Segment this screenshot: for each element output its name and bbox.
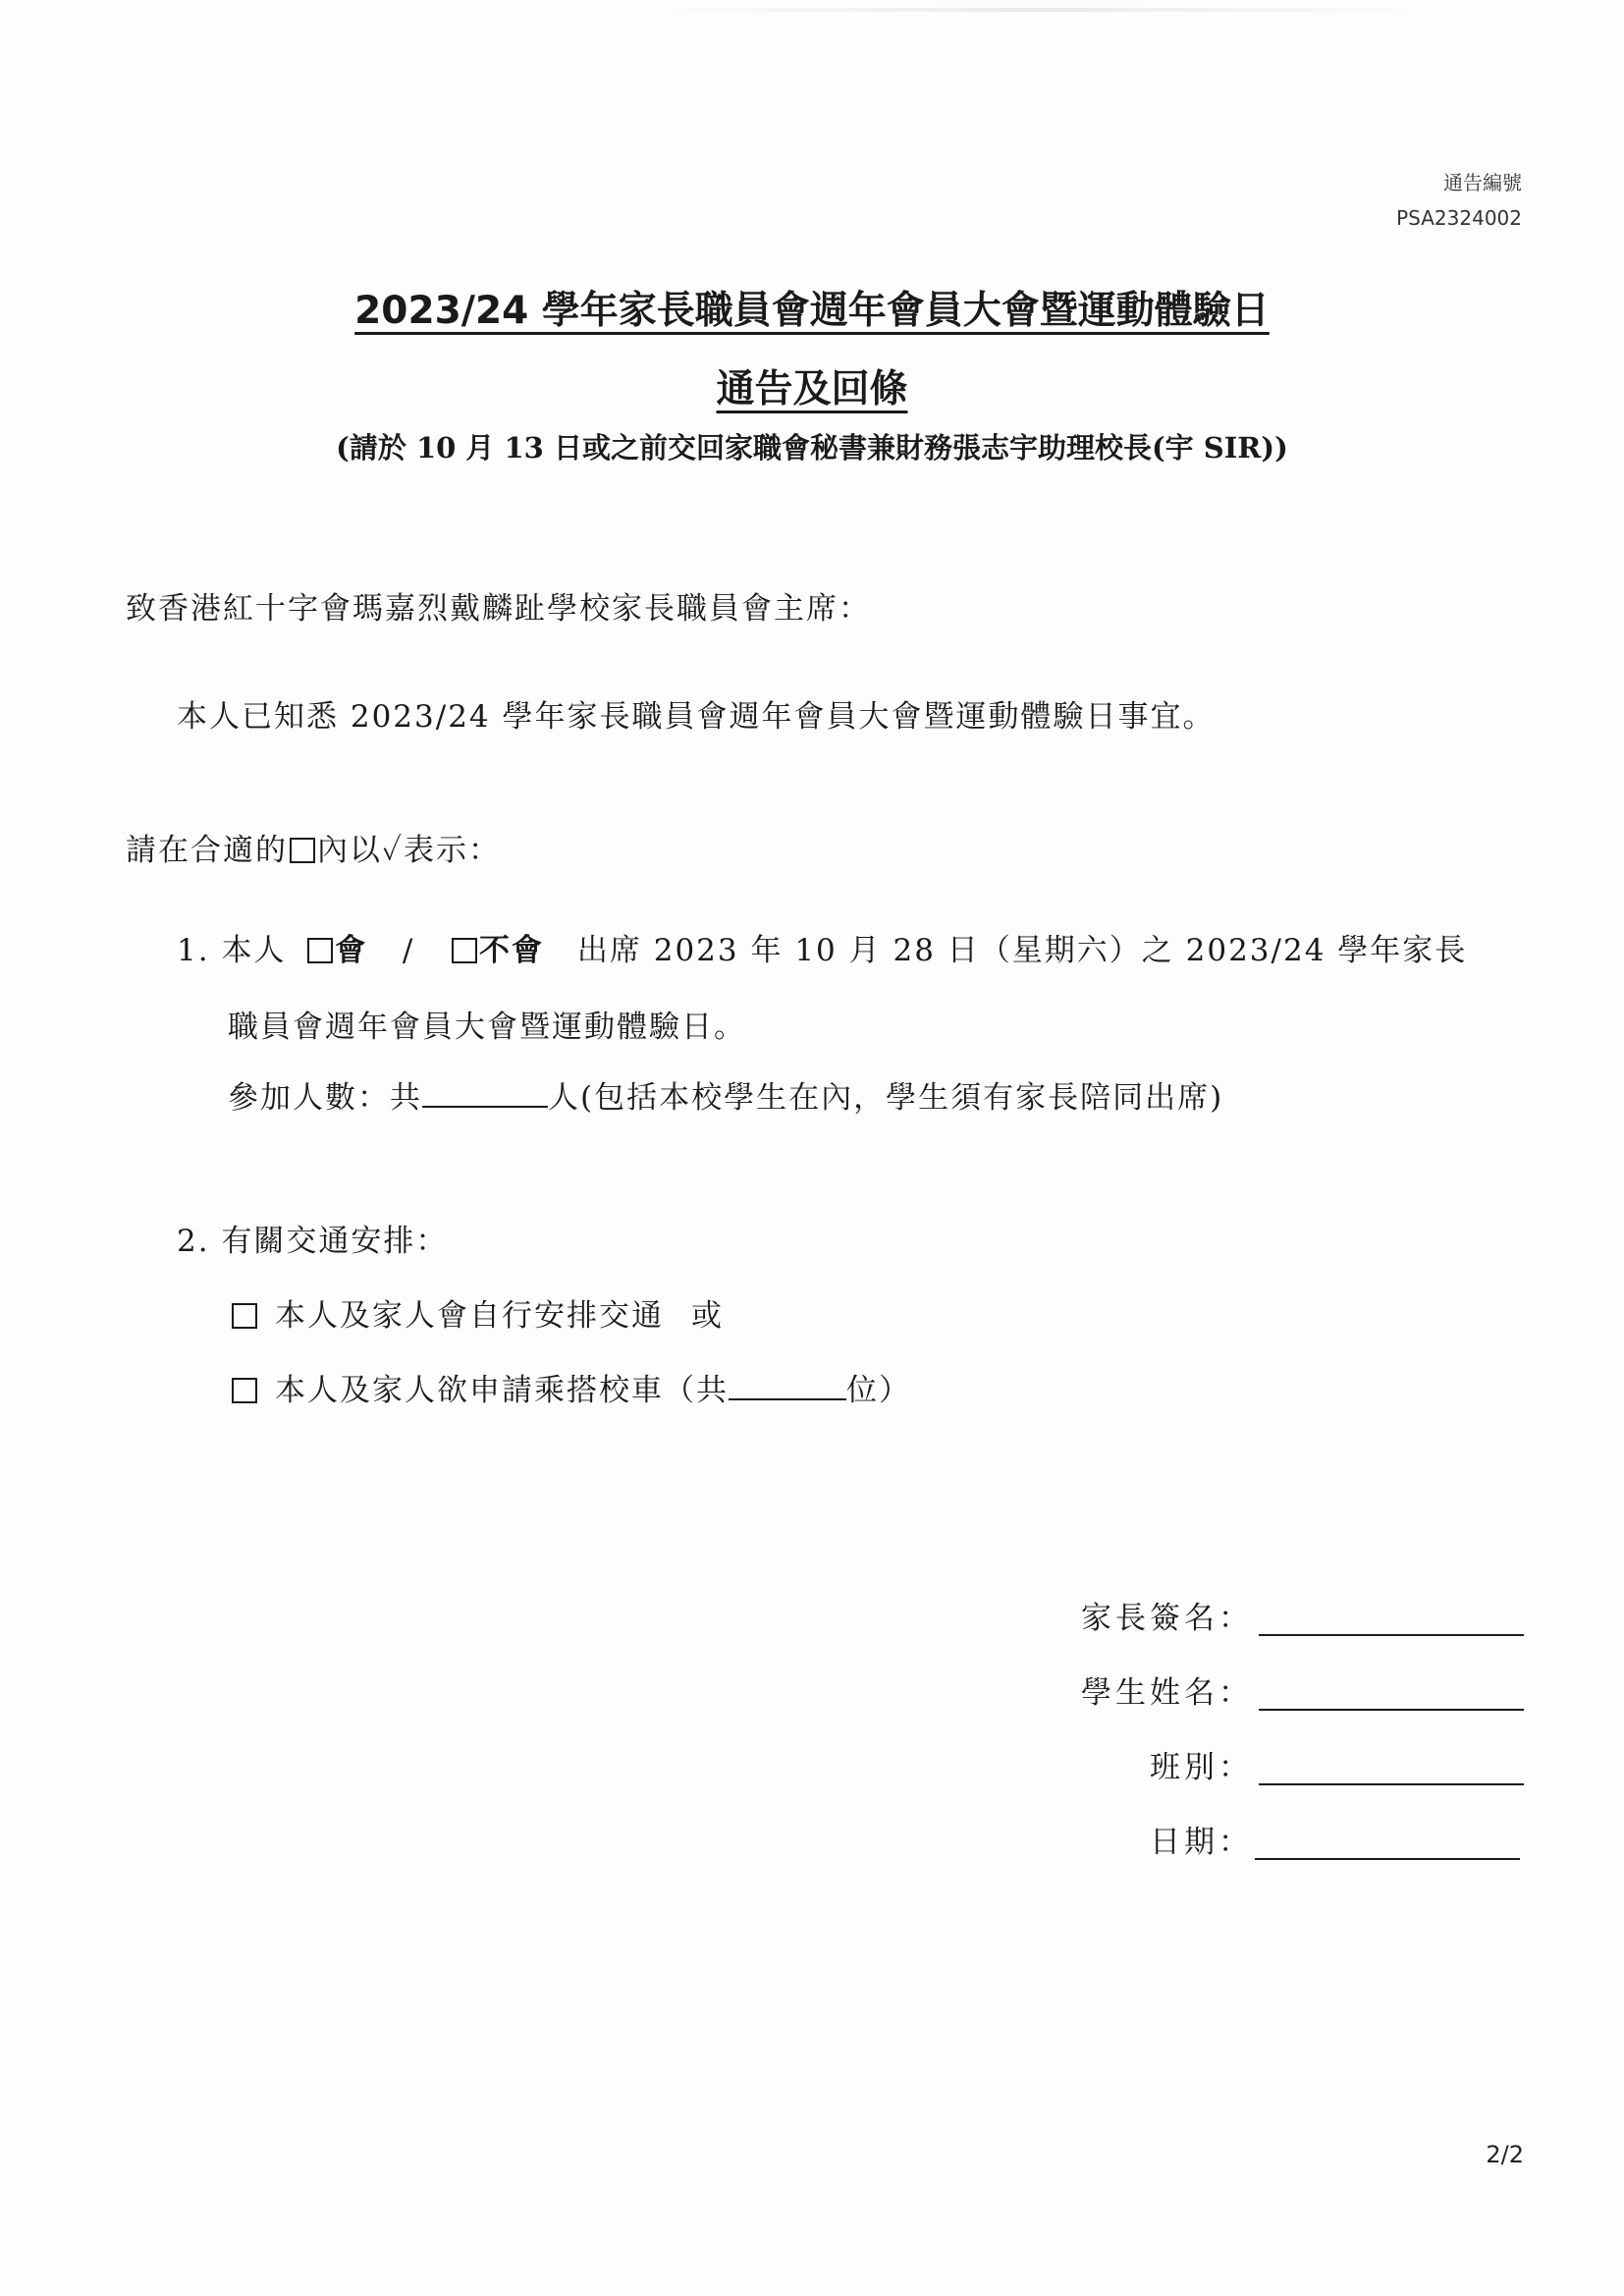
salutation: 致香港紅十字會瑪嘉烈戴麟趾學校家長職員會主席： (126, 591, 871, 627)
notice-subtitle (0, 365, 1624, 414)
transport-bus-prefix: 本人及家人欲申請乘搭校車（共 (275, 1373, 729, 1408)
notice-number-block (1396, 165, 1522, 236)
class-label: 班別： (1150, 1750, 1253, 1785)
student-name-label: 學生姓名： (1081, 1675, 1253, 1711)
date-field[interactable] (1255, 1858, 1520, 1860)
item1-text-line1: 出席 2023 年 10 月 28 日（星期六）之 2023/24 學年家長 (576, 933, 1468, 968)
transport-self-label: 本人及家人會自行安排交通 (275, 1298, 664, 1334)
acknowledgement: 本人已知悉 2023/24 學年家長職員會週年會員大會暨運動體驗日事宜。 (177, 699, 1216, 735)
example-checkbox (290, 838, 315, 863)
transport-bus-checkbox[interactable] (232, 1378, 257, 1403)
instruction-text-2: 內以 (317, 833, 382, 868)
parent-signature-field[interactable] (1259, 1634, 1524, 1636)
instruction-text-3: 表示： (404, 833, 501, 868)
student-name-field[interactable] (1259, 1709, 1524, 1711)
item1-line2: 職員會週年會員大會暨運動體驗日。 (228, 1010, 746, 1045)
notice-number: PSA2324002 (1396, 206, 1522, 230)
transport-or: 或 (691, 1298, 724, 1334)
notice-title (0, 287, 1624, 336)
instruction-line (126, 829, 501, 872)
item1-participants (228, 1076, 1223, 1120)
date-label: 日期： (1150, 1825, 1253, 1860)
item1-line1 (177, 929, 1467, 972)
instruction-text-1: 請在合適的 (126, 833, 288, 868)
notice-number-label: 通告編號 (1443, 171, 1522, 194)
item1-number: 1. (177, 933, 210, 968)
notice-title-text: 2023/24 學年家長職員會週年會員大會暨運動體驗日 (354, 289, 1270, 333)
option-separator: / (402, 933, 415, 968)
check-mark-icon: ✓ (382, 833, 404, 868)
bus-seats-blank[interactable] (729, 1373, 846, 1400)
attend-yes-checkbox[interactable] (307, 938, 333, 963)
transport-bus-suffix: 位） (846, 1373, 911, 1408)
class-field[interactable] (1259, 1783, 1524, 1785)
item2-number: 2. (177, 1224, 210, 1259)
transport-option-bus (230, 1369, 911, 1412)
attend-no-checkbox[interactable] (452, 938, 477, 963)
return-deadline: (請於 10 月 13 日或之前交回家職會秘書兼財務張志宇助理校長(宇 SIR)) (336, 431, 1288, 465)
item1-prefix: 本人 (221, 933, 287, 968)
scan-edge (638, 8, 1443, 12)
item2-heading-line (177, 1220, 448, 1263)
participants-suffix: 人(包括本校學生在內，學生須有家長陪同出席) (548, 1080, 1224, 1116)
attend-yes-label: 會 (335, 933, 368, 968)
attend-no-label: 不會 (479, 933, 545, 968)
participants-prefix: 參加人數：共 (228, 1080, 422, 1116)
page-number: 2/2 (1486, 2141, 1524, 2168)
parent-signature-label: 家長簽名： (1081, 1601, 1253, 1636)
item2-heading: 有關交通安排： (221, 1224, 449, 1259)
participants-count-blank[interactable] (422, 1080, 548, 1108)
transport-option-self (230, 1294, 724, 1338)
notice-subtitle-text: 通告及回條 (716, 367, 908, 411)
transport-self-checkbox[interactable] (232, 1303, 257, 1329)
